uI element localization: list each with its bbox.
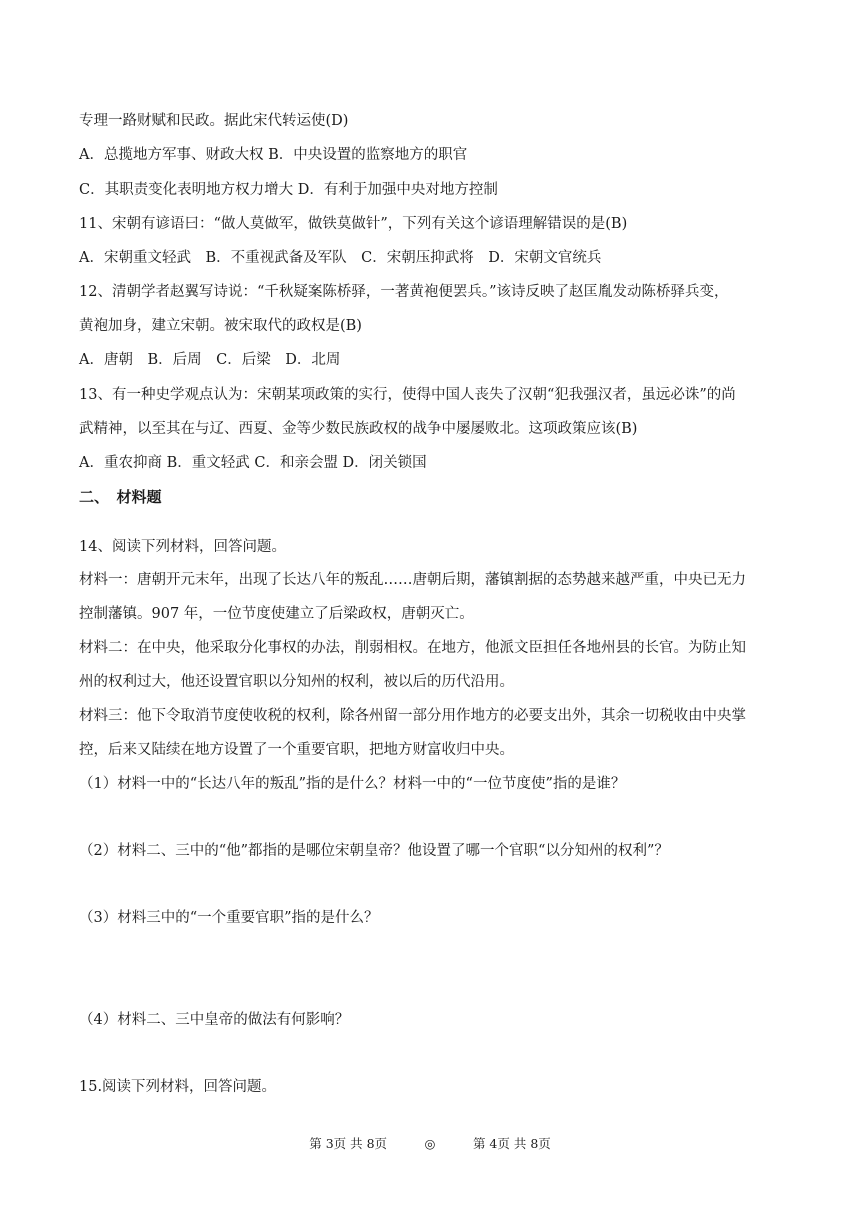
question-14: 14、阅读下列材料，回答问题。 (79, 539, 286, 555)
sub-question-1: （1）材料一中的“长达八年的叛乱”指的是什么？材料一中的“一位节度使”指的是谁？ (79, 776, 626, 792)
sub-question-2: （2）材料二、三中的“他”都指的是哪位宋朝皇帝？他设置了哪一个官职“以分知州的权利”？ (79, 843, 669, 859)
material-three: 材料三：他下令取消节度使收税的权利，除各州留一部分用作地方的必要支出外，其余一切税收由中央掌 (79, 708, 746, 724)
option-line: A．总揽地方军事、财政大权 B．中央设置的监察地方的职官 (79, 147, 468, 163)
text-line: 武精神，以至其在与辽、西夏、金等少数民族政权的战争中屡屡败北。这项政策应该(B) (79, 421, 638, 437)
sub-question-4: （4）材料二、三中皇帝的做法有何影响？ (79, 1012, 350, 1028)
question-11: 11、宋朝有谚语曰：“做人莫做军，做铁莫做针”，下列有关这个谚语理解错误的是(B) (79, 216, 628, 232)
material-one-cont: 控制藩镇。907 年，一位节度使建立了后梁政权，唐朝灭亡。 (79, 606, 474, 622)
question-15: 15.阅读下列材料，回答问题。 (79, 1079, 277, 1095)
material-one: 材料一：唐朝开元末年，出现了长达八年的叛乱……唐朝后期，藩镇割据的态势越来越严重，中央已无力 (79, 572, 746, 588)
sub-question-3: （3）材料三中的“一个重要官职”指的是什么？ (79, 910, 379, 926)
option-line: A．宋朝重文轻武 B．不重视武备及军队 C．宋朝压抑武将 D．宋朝文官统兵 (79, 250, 602, 266)
text-line: 黄袍加身，建立宋朝。被宋取代的政权是(B) (79, 318, 362, 334)
option-line: C．其职责变化表明地方权力增大 D．有利于加强中央对地方控制 (79, 182, 498, 198)
page-footer: 第 3页 共 8页 ◎ 第 4页 共 8页 (309, 1136, 551, 1151)
option-line: A．唐朝 B．后周 C．后梁 D．北周 (79, 352, 341, 368)
section-heading: 二、 材料题 (79, 488, 162, 506)
material-two-cont: 州的权利过大，他还设置官职以分知州的权利，被以后的历代沿用。 (79, 674, 514, 690)
material-two: 材料二：在中央，他采取分化事权的办法，削弱相权。在地方，他派文臣担任各地州县的长官。为防止知 (79, 640, 746, 656)
question-13: 13、有一种史学观点认为：宋朝某项政策的实行，使得中国人丧失了汉朝“犯我强汉者，虽远必诛”的尚 (79, 387, 736, 403)
question-12: 12、清朝学者赵翼写诗说：“千秋疑案陈桥驿，一著黄袍便罢兵。”该诗反映了赵匡胤发动陈桥驿兵变， (79, 284, 729, 300)
text-line: 专理一路财赋和民政。据此宋代转运使(D) (79, 113, 349, 129)
option-line: A．重农抑商 B．重文轻武 C．和亲会盟 D．闭关锁国 (79, 455, 427, 471)
material-three-cont: 控，后来又陆续在地方设置了一个重要官职，把地方财富收归中央。 (79, 742, 514, 758)
